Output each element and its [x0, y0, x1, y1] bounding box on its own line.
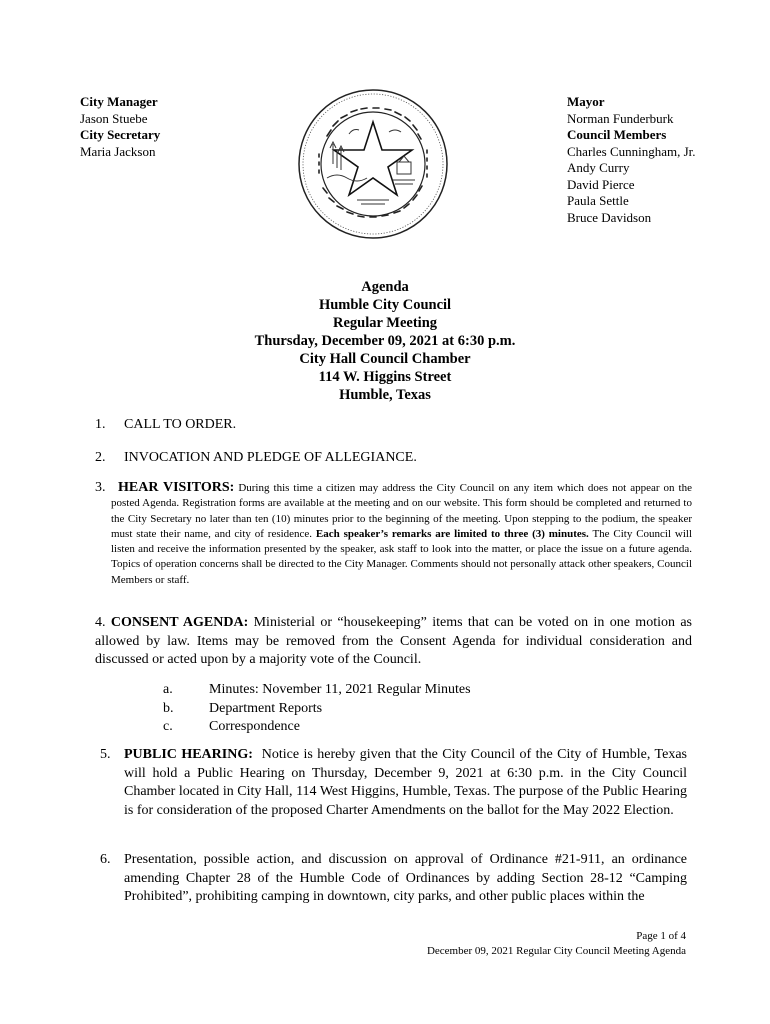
agenda-item-5 [100, 746, 687, 820]
officials-right [567, 94, 696, 226]
council-member: David Pierce [567, 176, 635, 192]
item-number: 3. [95, 480, 106, 495]
meeting-address: 114 W. Higgins Street [318, 369, 452, 385]
item-body [100, 746, 687, 820]
item-text: Presentation, possible action, and discussion on approval of Ordinance #21-911, an ordinance amending Chapter 28 of the Humble Code of Ordinances by adding Section 28-12 “Camping Prohibited”, prohibiting camping in downtown, city parks, and other public places within the [124, 852, 687, 904]
agenda-item-6 [100, 851, 687, 907]
council-member: Charles Cunningham, Jr. [567, 143, 696, 159]
item-number: 4. [95, 615, 106, 630]
council-member: Bruce Davidson [567, 209, 652, 225]
meeting-location: City Hall Council Chamber [299, 351, 471, 367]
item-text: INVOCATION AND PLEDGE OF ALLEGIANCE. [124, 450, 417, 465]
officials-left [80, 94, 160, 160]
city-secretary-name: Maria Jackson [80, 143, 156, 159]
item-text: CALL TO ORDER. [124, 417, 237, 432]
item-text: During this time a citizen may address the City Council on any item which does not appear on the posted Agenda. Registration forms are available at the meeting and on our website. This form should be completed and returned to the City Secretary no later than ten (10) minutes prior to the beginning of the meeting. Upon stepping to the podium, the speaker must state their name, and city of residence. [111, 482, 692, 540]
subitem-text: Minutes: November 11, 2021 Regular Minutes [209, 682, 471, 697]
item-number: 2. [95, 450, 106, 465]
mayor-name: Norman Funderburk [567, 110, 674, 126]
subitem-text: Department Reports [209, 700, 323, 716]
mayor-label: Mayor [567, 94, 605, 109]
meeting-datetime: Thursday, December 09, 2021 at 6:30 p.m. [254, 333, 516, 349]
city-secretary-label: City Secretary [80, 127, 161, 142]
city-manager-name: Jason Stuebe [80, 110, 148, 126]
page-number: Page 1 of 4 [636, 930, 686, 942]
item-number: 6. [100, 852, 111, 867]
document-title: December 09, 2021 Regular City Council Meeting Agenda [426, 945, 686, 957]
council-member: Paula Settle [567, 193, 629, 208]
item-heading: PUBLIC HEARING: [124, 747, 253, 762]
subitem-letter: c. [163, 719, 173, 734]
item-text-continued: The City Council will listen and receive the information presented by the speaker, ask staff to look into the matter, or place the issue on a future agenda. Topics of operation concerns shall be directed to the City Manager. Comments should not personally attack other speakers, Council Members or staff. [111, 527, 693, 586]
item-text: Notice is hereby given that the City Council of the City of Humble, Texas will hold a Public Hearing on Thursday, December 9, 2021 at 6:30 p.m. in the City Council Chamber located in City Hall, 114 West Higgins, Humble, Texas. The purpose of the Public Hearing is for consideration of the proposed Charter Amendments on the ballot for the May 2022 Election. [124, 747, 687, 818]
council-name: Humble City Council [318, 297, 452, 313]
subitem-text: Correspondence [209, 719, 300, 734]
item-body [95, 614, 692, 670]
meeting-city: Humble, Texas [339, 387, 431, 403]
item-heading: CONSENT AGENDA: [110, 615, 249, 630]
item-emphasis: Each speaker’s remarks are limited to three (3) minutes. [315, 527, 589, 540]
item-text: Ministerial or “housekeeping” items that can be voted on in one motion as allowed by law. Items may be removed from the Consent Agenda for individual consideration and discussed or acted upon by a majority vote of the Council. [95, 615, 693, 667]
item-body [95, 480, 692, 588]
subitem-letter: b. [163, 700, 174, 716]
agenda-item-3 [95, 480, 692, 588]
council-member: Andy Curry [567, 160, 630, 175]
agenda-title: Agenda [361, 279, 409, 295]
agenda-title-block [0, 278, 770, 404]
item-heading: HEAR VISITORS: [118, 480, 235, 495]
city-manager-label: City Manager [80, 94, 158, 109]
item-number: 1. [95, 417, 106, 432]
subitem-letter: a. [163, 682, 173, 697]
page-footer [427, 929, 686, 959]
item-body [100, 851, 687, 907]
agenda-item-4 [95, 614, 692, 670]
item-number: 5. [100, 747, 111, 762]
meeting-type: Regular Meeting [332, 315, 438, 331]
council-members-label: Council Members [567, 127, 667, 142]
city-seal-icon [297, 88, 449, 240]
